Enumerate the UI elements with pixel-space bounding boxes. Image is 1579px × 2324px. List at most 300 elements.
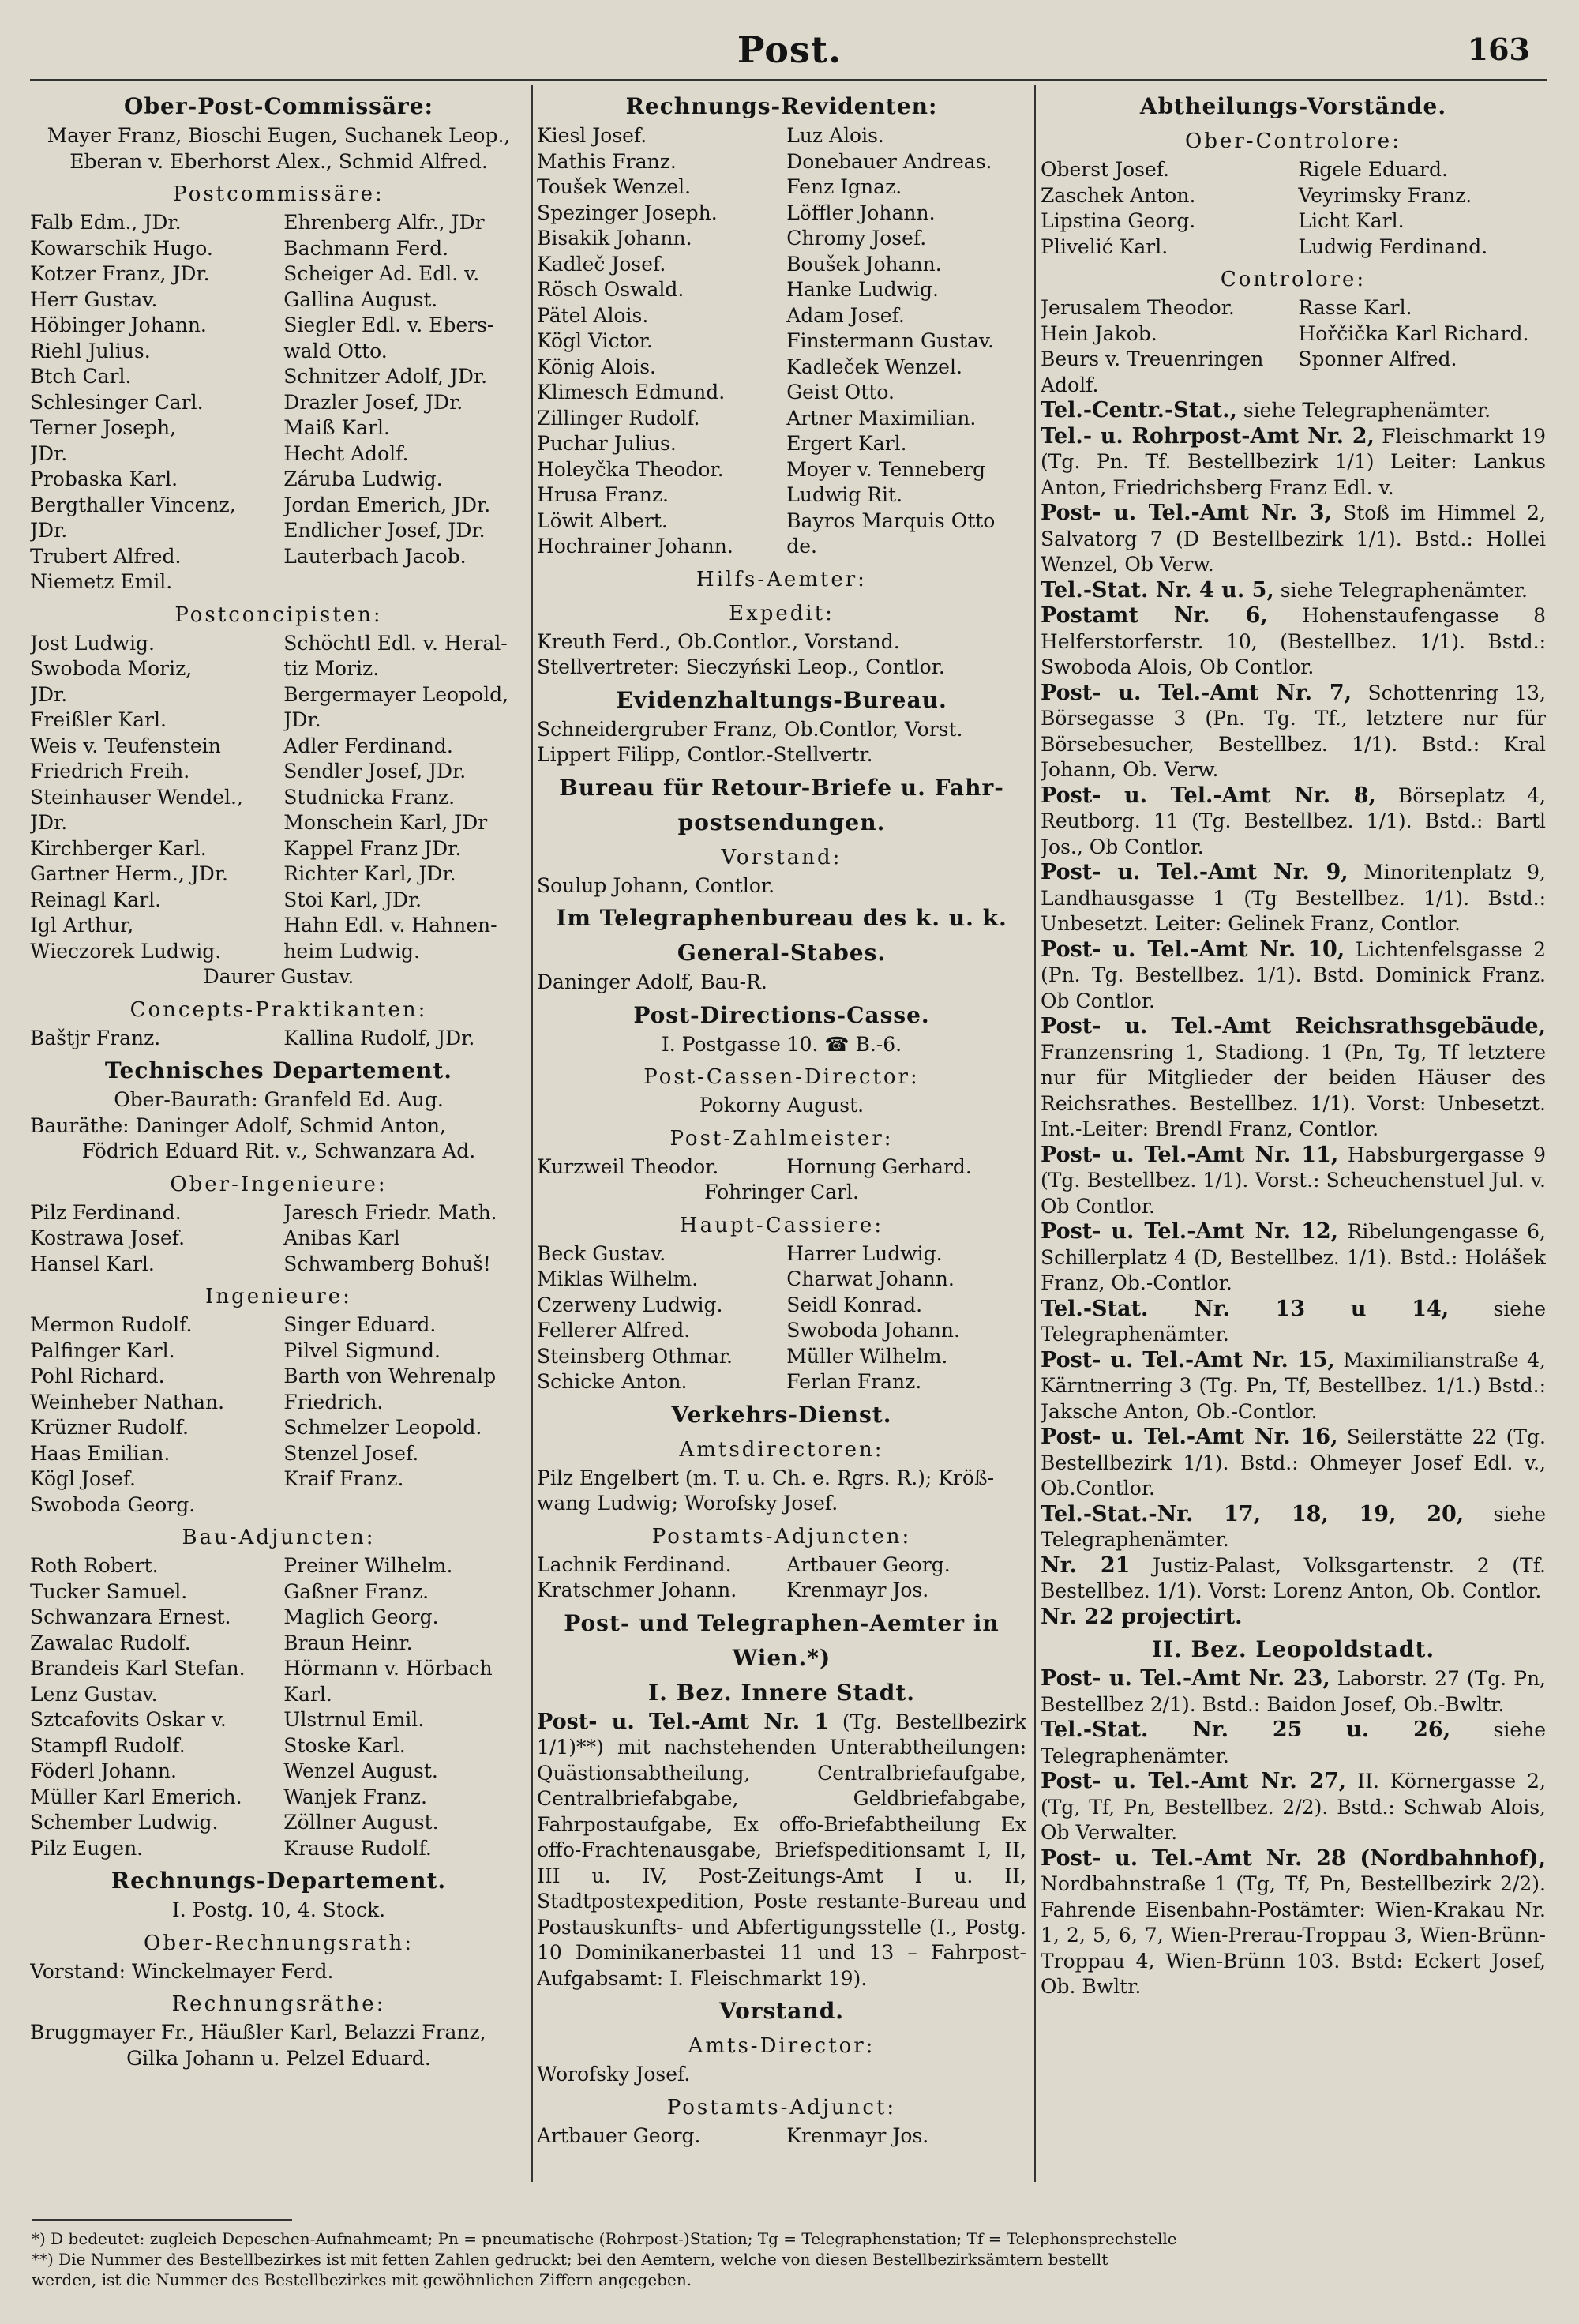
name-left: Sztcafovits Oskar v. — [30, 1708, 227, 1731]
column-right — [1041, 87, 1546, 2000]
name-row — [537, 534, 1026, 560]
subsection-heading: Amtsdirectoren: — [679, 1437, 884, 1462]
name-row — [30, 287, 527, 313]
name-left: Palfinger Karl. — [30, 1338, 175, 1362]
name-right: Jaresch Friedr. Math. — [283, 1200, 497, 1224]
text-line: Vorstand: Winckelmayer Ferd. — [30, 1959, 334, 1983]
name-row — [30, 1707, 527, 1733]
name-row — [537, 252, 1026, 278]
name-left: Bergthaller Vincenz, — [30, 493, 236, 516]
office-details: Fleischmarkt 19 (Tg. Pn. Tf. Bestellbezirk 1/1) Leiter: Lankus Anton, Friedrichsberg Franz Edl. v. — [1041, 424, 1546, 499]
name-left: Jost Ludwig. — [30, 631, 155, 655]
subsection-heading: Ober-Controlore: — [1185, 130, 1401, 153]
office-entry — [1041, 1502, 1546, 1553]
name-right: Záruba Ludwig. — [283, 467, 443, 490]
name-left: Baštjr Franz. — [30, 1026, 161, 1049]
name-right: Schnitzer Adolf, JDr. — [283, 365, 488, 388]
name-row — [30, 1733, 527, 1759]
office-entry — [1041, 1769, 1546, 1846]
name-right: Bergermayer Leopold, — [283, 682, 509, 706]
name-left: Hansel Karl. — [30, 1252, 155, 1275]
office-name: Post- u. Tel.-Amt Nr. 15, — [1041, 1347, 1335, 1372]
name-row — [30, 210, 527, 236]
office-entry — [1041, 783, 1546, 861]
office-name: Nr. 21 — [1041, 1552, 1131, 1578]
office-details: Maximilianstraße 4, Kärntnerring 3 (Tg. Pn, Tf, Bestellbez. 1/1.) Bstd.: Jaksche Anton, Ob.-Contlor. — [1041, 1348, 1546, 1423]
section-heading: Post- und Telegraphen-Aemter in — [564, 1609, 1000, 1636]
name-row — [30, 862, 527, 888]
name-row — [30, 261, 527, 287]
name-left: Artbauer Georg. — [537, 2123, 701, 2147]
office-details: Börseplatz 4, Reutborg. 11 (Tg. Bestellbez. 1/1). Bstd.: Bartl Jos., Ob Contlor. — [1041, 783, 1546, 858]
name-right: Stoi Karl, JDr. — [283, 888, 422, 911]
office-details: Nordbahnstraße 1 (Tg, Tf, Pn, Bestellbezirk 2/2). Fahrende Eisenbahn-Postämter: Wien-Krakau Nr. 1, 2, 5, 6, 7, Wien-Prerau-Troppau 3, Wien-Brünn-Troppau 4, Wien-Brünn 103. Bstd: Eckert Josef, Ob. Bwltr. — [1041, 1872, 1546, 1998]
name-left: Pilz Ferdinand. — [30, 1200, 182, 1224]
name-row — [30, 1466, 527, 1492]
name-row — [1041, 235, 1546, 261]
name-left: Trubert Alfred. — [30, 544, 182, 568]
footnote-3: werden, ist die Nummer des Bestellbezirkes mit gewöhnlichen Ziffern angegeben. — [32, 2270, 692, 2289]
office-details: Justiz-Palast, Volksgartenstr. 2 (Tf. Bestellbez. 1/1). Vorst: Lorenz Anton, Ob. Contlor. — [1041, 1553, 1546, 1602]
name-left: Probaska Karl. — [30, 467, 178, 490]
name-row — [30, 569, 527, 595]
name-right: Hořčička Karl Richard. — [1298, 321, 1529, 345]
name-right: de. — [786, 535, 817, 558]
name-right: Wenzel August. — [283, 1759, 438, 1782]
section-heading: Rechnungs-Revidenten: — [625, 93, 938, 119]
name-row — [537, 482, 1026, 509]
name-right: Moyer v. Tenneberg — [786, 457, 985, 481]
name-left: Kadleč Josef. — [537, 252, 666, 276]
name-left: JDr. — [30, 519, 68, 542]
name-right: Ferlan Franz. — [786, 1370, 922, 1393]
name-row — [1041, 347, 1546, 373]
subsection-heading: Hilfs-Aemter: — [696, 567, 867, 591]
name-row — [537, 1552, 1026, 1579]
name-left: Kratschmer Johann. — [537, 1579, 737, 1601]
name-row — [30, 913, 527, 939]
name-left: Müller Karl Emerich. — [30, 1785, 242, 1808]
office-name: Postamt Nr. 6, — [1041, 603, 1268, 628]
name-row — [30, 1785, 527, 1811]
name-right: Ludwig Rit. — [786, 483, 903, 506]
name-right: Gallina August. — [283, 287, 438, 311]
subsection-heading: Post-Cassen-Director: — [643, 1065, 920, 1089]
section-heading: Bureau für Retour-Briefe u. Fahr- — [559, 774, 1004, 801]
name-row — [30, 708, 527, 734]
text-line: Pilz Engelbert (m. T. u. Ch. e. Rgrs. R.); Kröß- — [537, 1466, 995, 1489]
office-name: Post- u. Tel.-Amt Reichsrathsgebäude, — [1041, 1014, 1546, 1038]
name-row — [537, 1293, 1026, 1319]
footnote-2: **) Die Nummer des Bestellbezirkes ist mit fetten Zahlen gedruckt; bei den Aemtern, welche von diesen Bestellbezirksämtern bestellt — [32, 2250, 1108, 2269]
name-row — [30, 1026, 527, 1052]
name-row — [537, 201, 1026, 227]
name-left: Mathis Franz. — [537, 149, 677, 173]
text-line: Bruggmayer Fr., Häußler Karl, Belazzi Franz, — [30, 2021, 486, 2044]
subsection-heading: Postamts-Adjuncten: — [651, 1524, 912, 1549]
name-right: Donebauer Andreas. — [786, 149, 992, 173]
name-row — [30, 939, 527, 965]
name-right: Pilvel Sigmund. — [283, 1338, 441, 1362]
subsection-heading: Expedit: — [729, 601, 835, 625]
text-line: Eberan v. Eberhorst Alex., Schmid Alfred. — [69, 149, 488, 173]
name-row — [30, 236, 527, 262]
name-row — [537, 329, 1026, 355]
name-left: Schlesinger Carl. — [30, 390, 204, 414]
name-row — [30, 1656, 527, 1682]
name-right: Seidl Konrad. — [786, 1293, 923, 1316]
name-left: Lachnik Ferdinand. — [537, 1552, 732, 1576]
office-details: siehe Telegraphenämter. — [1041, 1502, 1546, 1551]
name-left: Krüzner Rudolf. — [30, 1416, 189, 1439]
office-entry — [1041, 681, 1546, 783]
name-row — [1041, 183, 1546, 209]
name-left: Friedrich Freih. — [30, 760, 190, 783]
name-left: Schicke Anton. — [537, 1370, 688, 1393]
name-left: Reinagl Karl. — [30, 888, 162, 911]
name-right: tiz Moriz. — [283, 657, 380, 680]
name-right: Krause Rudolf. — [283, 1836, 432, 1860]
name-left: Beurs v. Treuenringen — [1041, 347, 1264, 370]
name-row — [30, 631, 527, 657]
section-heading: Evidenzhaltungs-Bureau. — [616, 686, 947, 713]
office-entry — [1041, 1425, 1546, 1502]
name-left: Kotzer Franz, JDr. — [30, 262, 210, 285]
office-entry — [1041, 1846, 1546, 2000]
office-name: Tel.-Centr.-Stat., — [1041, 398, 1237, 422]
name-row — [30, 1759, 527, 1785]
office-name: Tel.-Stat. Nr. 4 u. 5, — [1041, 577, 1274, 603]
name-right: Schwamberg Bohuš! — [283, 1252, 491, 1275]
office-entry — [1041, 1348, 1546, 1425]
name-row — [30, 734, 527, 760]
name-right: heim Ludwig. — [283, 939, 420, 963]
name-right: Ehrenberg Alfr., JDr — [283, 211, 485, 234]
name-row — [30, 1415, 527, 1441]
text-line: Schneidergruber Franz, Ob.Contlor, Vorst. — [537, 717, 963, 741]
text-line: Pokorny August. — [699, 1094, 865, 1117]
name-row — [30, 467, 527, 493]
name-right: Maglich Georg. — [283, 1605, 439, 1628]
name-right: Charwat Johann. — [786, 1267, 955, 1290]
name-row — [537, 123, 1026, 149]
office-name: Post- u. Tel.-Amt Nr. 3, — [1041, 501, 1332, 525]
name-row — [30, 544, 527, 570]
name-left: Kirchberger Karl. — [30, 836, 207, 860]
name-right: Maiß Karl. — [283, 416, 390, 439]
name-left: Jerusalem Theodor. — [1041, 296, 1235, 319]
name-right: Adler Ferdinand. — [283, 734, 453, 757]
name-row — [30, 1836, 527, 1862]
name-row — [1041, 208, 1546, 235]
text-line: I. Postgasse 10. ☎ B.-6. — [661, 1032, 902, 1056]
office-details: Hohenstaufengasse 8 Helferstorferstr. 10, (Bestellbez. 1/1). Bstd.: Swoboda Alois, Ob Contlor. — [1041, 604, 1546, 678]
name-left: Wieczorek Ludwig. — [30, 939, 222, 963]
name-row — [30, 1364, 527, 1390]
name-right: Lauterbach Jacob. — [283, 544, 467, 568]
name-row — [537, 431, 1026, 457]
column-middle — [537, 87, 1026, 2149]
name-row — [537, 2123, 1026, 2149]
name-row — [30, 1441, 527, 1467]
office-entry — [1041, 501, 1546, 578]
name-row — [30, 682, 527, 708]
name-row — [30, 1338, 527, 1365]
name-row — [1041, 295, 1546, 321]
name-left: Stampfl Rudolf. — [30, 1733, 186, 1757]
office-name: Post- u. Tel.-Amt Nr. 9, — [1041, 860, 1348, 884]
name-row — [30, 1810, 527, 1836]
name-left: Zawalac Rudolf. — [30, 1631, 191, 1654]
name-row — [537, 355, 1026, 381]
office-details: Minoritenplatz 9, Landhausgasse 1 (Tg Bestellbez. 1/1). Bstd.: Unbesetzt. Leiter: Gelinek Franz, Contlor. — [1041, 861, 1546, 935]
name-right: Rigele Eduard. — [1298, 158, 1448, 181]
name-right: Sponner Alfred. — [1298, 347, 1457, 370]
name-left: Hochrainer Johann. — [537, 535, 733, 558]
name-left: Falb Edm., JDr. — [30, 211, 182, 234]
office-entry — [1041, 1297, 1546, 1348]
name-left: Btch Carl. — [30, 365, 132, 388]
name-row — [537, 1267, 1026, 1293]
office-name: Post- u. Tel.-Amt Nr. 12, — [1041, 1219, 1339, 1244]
name-right: Schöchtl Edl. v. Heral- — [283, 631, 508, 655]
office-details: Lichtenfelsgasse 2 (Pn. Tg. Bestellbez. 1/1). Bstd. Dominick Franz. Ob Contlor. — [1041, 937, 1546, 1012]
section-heading: Wien.*) — [732, 1644, 831, 1671]
name-row — [537, 277, 1026, 303]
name-left: Igl Arthur, — [30, 914, 134, 937]
name-left: Herr Gustav. — [30, 287, 158, 311]
name-row — [30, 836, 527, 862]
column-left — [30, 87, 527, 2071]
name-row — [30, 1605, 527, 1631]
name-right: Fenz Ignaz. — [786, 175, 902, 198]
name-left: Klimesch Edmund. — [537, 381, 726, 404]
name-left: Oberst Josef. — [1041, 158, 1170, 181]
office-entry — [537, 1710, 1026, 1992]
name-row — [537, 1318, 1026, 1344]
name-row — [30, 339, 527, 365]
name-left: Schember Ludwig. — [30, 1811, 219, 1834]
name-left: Lenz Gustav. — [30, 1682, 158, 1706]
text-line: Lippert Filipp, Contlor.-Stellvertr. — [537, 743, 873, 766]
name-right: Kappel Franz JDr. — [283, 836, 462, 860]
name-right: wald Otto. — [283, 339, 388, 362]
name-right: Kallina Rudolf, JDr. — [283, 1026, 475, 1049]
name-right — [283, 569, 527, 595]
name-left: Miklas Wilhelm. — [537, 1267, 699, 1290]
name-row — [537, 303, 1026, 329]
text-line: I. Postg. 10, 4. Stock. — [171, 1898, 386, 1921]
section-heading: Im Telegraphenbureau des k. u. k. — [556, 905, 1007, 931]
name-right: JDr. — [283, 708, 321, 731]
name-right: Swoboda Johann. — [786, 1319, 960, 1342]
name-left: Kögl Victor. — [537, 329, 653, 352]
office-entry — [1041, 578, 1546, 604]
section-heading: General-Stabes. — [677, 940, 887, 966]
office-details: siehe Telegraphenämter. — [1041, 1297, 1546, 1346]
name-row — [537, 457, 1026, 483]
name-right: Endlicher Josef, JDr. — [283, 519, 486, 542]
name-right: Hornung Gerhard. — [786, 1154, 972, 1178]
name-right: Stoske Karl. — [283, 1733, 406, 1757]
text-line: Stellvertreter: Sieczyński Leop., Contlor. — [537, 655, 945, 678]
name-left: Brandeis Karl Stefan. — [30, 1657, 246, 1680]
name-row — [30, 810, 527, 836]
name-left: Plivelić Karl. — [1041, 235, 1168, 258]
name-row — [537, 175, 1026, 201]
name-left: Haas Emilian. — [30, 1441, 171, 1465]
name-left: Weinheber Nathan. — [30, 1390, 225, 1414]
subsection-heading: Postcommissäre: — [173, 182, 384, 206]
name-left: Kiesl Josef. — [537, 124, 647, 147]
name-left: JDr. — [30, 682, 68, 706]
name-right: Schmelzer Leopold. — [283, 1416, 482, 1439]
name-left: Riehl Julius. — [30, 339, 151, 362]
office-name: Post- u. Tel.-Amt Nr. 27, — [1041, 1769, 1347, 1793]
name-right: Chromy Josef. — [786, 227, 927, 250]
name-row — [30, 785, 527, 811]
name-left: Pohl Richard. — [30, 1365, 165, 1387]
name-left: Zaschek Anton. — [1041, 183, 1196, 207]
office-entry — [1041, 860, 1546, 937]
name-row — [30, 656, 527, 682]
name-right: Karl. — [283, 1682, 332, 1706]
name-left: Schwanzara Ernest. — [30, 1605, 231, 1628]
name-left: Zillinger Rudolf. — [537, 406, 700, 430]
name-left: Hrusa Franz. — [537, 483, 669, 506]
name-left: König Alois. — [537, 355, 656, 378]
text-line: Daninger Adolf, Bau-R. — [537, 971, 767, 993]
subsection-heading: Bau-Adjuncten: — [182, 1526, 376, 1549]
name-left: Föderl Johann. — [30, 1759, 177, 1782]
name-right: Artbauer Georg. — [786, 1552, 951, 1576]
office-name: Post- u. Tel.-Amt Nr. 28 (Nordbahnhof), — [1041, 1845, 1546, 1871]
section-heading: I. Bez. Innere Stadt. — [648, 1679, 915, 1706]
name-right: Sendler Josef, JDr. — [283, 760, 467, 783]
name-right: Ulstrnul Emil. — [283, 1708, 425, 1731]
office-details: Franzensring 1, Stadiong. 1 (Pn, Tg, Tf letztere nur für Mitglieder der beiden Häuser des Reichsrathes. Bestellbez. 1/1). Vorst: Unbesetzt. Int.-Leiter: Brendl Franz, Contlor. — [1041, 1040, 1546, 1140]
name-left: Fellerer Alfred. — [537, 1319, 691, 1342]
name-row — [30, 1553, 527, 1579]
text-line: Fohringer Carl. — [704, 1181, 859, 1203]
text-line: Soulup Johann, Contlor. — [537, 873, 775, 897]
text-line: Worofsky Josef. — [537, 2063, 691, 2086]
office-name: Tel.-Stat. Nr. 13 u 14, — [1041, 1296, 1450, 1321]
name-row — [537, 1578, 1026, 1604]
name-row — [30, 1390, 527, 1416]
name-right: Singer Eduard. — [283, 1313, 437, 1336]
office-details: siehe Telegraphenämter. — [1273, 578, 1528, 602]
name-row — [30, 313, 527, 339]
name-left: Puchar Julius. — [537, 432, 677, 455]
subsection-heading: Ober-Rechnungsrath: — [144, 1931, 414, 1955]
name-row — [537, 1369, 1026, 1395]
header-rule — [30, 79, 1547, 81]
text-line: Daurer Gustav. — [203, 965, 354, 988]
name-left: Tucker Samuel. — [30, 1579, 188, 1603]
column-divider-left — [531, 85, 533, 2182]
text-line: Födrich Eduard Rit. v., Schwanzara Ad. — [81, 1139, 476, 1162]
name-right: Krenmayr Jos. — [786, 1579, 929, 1601]
name-row — [30, 441, 527, 467]
text-line: Ober-Baurath: Granfeld Ed. Aug. — [114, 1088, 444, 1111]
name-right: Adam Josef. — [786, 303, 905, 327]
name-left: Weis v. Teufenstein — [30, 734, 221, 757]
name-right — [283, 1492, 527, 1519]
name-left: Freißler Karl. — [30, 708, 167, 731]
office-name: Post- u. Tel.-Amt Nr. 11, — [1041, 1142, 1339, 1167]
text-line: Gilka Johann u. Pelzel Eduard. — [126, 2046, 431, 2070]
name-right: Artner Maximilian. — [786, 406, 977, 430]
section-heading: Ober-Post-Commissäre: — [124, 93, 433, 119]
section-heading: Rechnungs-Departement. — [111, 1868, 447, 1894]
subsection-heading: Postamts-Adjunct: — [666, 2095, 897, 2119]
office-details: siehe Telegraphenämter. — [1236, 399, 1491, 422]
name-right: Siegler Edl. v. Ebers- — [283, 313, 494, 336]
name-right: Jordan Emerich, JDr. — [283, 493, 491, 516]
name-left: Kurzweil Theodor. — [537, 1154, 719, 1178]
name-row — [30, 1579, 527, 1605]
subsection-heading: Vorstand: — [721, 845, 842, 869]
office-name: Tel.-Stat. Nr. 25 u. 26, — [1041, 1718, 1451, 1742]
office-details: Stoß im Himmel 2, Salvatorg 7 (D Bestellbezirk 1/1). Bstd.: Hollei Wenzel, Ob Verw. — [1041, 501, 1546, 576]
footnote-rule — [32, 2219, 292, 2221]
name-right: Bayros Marquis Otto — [786, 509, 996, 532]
office-entry — [1041, 1014, 1546, 1143]
page-number: 163 — [1467, 32, 1530, 67]
office-name: Tel.- u. Rohrpost-Amt Nr. 2, — [1041, 423, 1375, 449]
name-left: Pilz Eugen. — [30, 1836, 144, 1860]
text-line: Adolf. — [1041, 373, 1099, 396]
office-details: Ribelungengasse 6, Schillerplatz 4 (D, Bestellbez. 1/1). Bstd.: Holášek Franz, Ob.-Contlor. — [1041, 1220, 1546, 1294]
name-right: Kraif Franz. — [283, 1467, 404, 1490]
name-right: Bachmann Ferd. — [283, 236, 449, 260]
office-name: Post- u. Tel.-Amt Nr. 16, — [1041, 1425, 1338, 1449]
name-row — [30, 518, 527, 544]
name-left: Gartner Herm., JDr. — [30, 862, 228, 885]
name-row — [1041, 321, 1546, 347]
name-left: Löwit Albert. — [537, 509, 668, 532]
name-right: Hecht Adolf. — [283, 441, 409, 465]
subsection-heading: Amts-Director: — [688, 2034, 876, 2058]
subsection-heading: Postconcipisten: — [174, 603, 383, 627]
office-details: Habsburgergasse 9 (Tg. Bestellbez. 1/1). Vorst.: Scheuchenstuel Jul. v. Ob Contlor. — [1041, 1143, 1546, 1218]
name-left: Steinhauser Wendel., — [30, 785, 243, 809]
name-left: Hein Jakob. — [1041, 321, 1157, 345]
office-entry — [1041, 424, 1546, 501]
name-left: Höbinger Johann. — [30, 313, 207, 336]
name-right: Harrer Ludwig. — [786, 1241, 943, 1265]
name-right: Barth von Wehrenalp — [283, 1365, 497, 1387]
section-heading: postsendungen. — [677, 809, 886, 835]
office-name: Post- u. Tel.-Amt Nr. 7, — [1041, 680, 1352, 705]
name-right: Ergert Karl. — [786, 432, 907, 455]
footnote-1: *) D bedeutet: zugleich Depeschen-Aufnahmeamt; Pn = pneumatische (Rohrpost-)Station; Tg = Telegraphenstation; Tf = Telephonsprechstelle — [32, 2229, 1177, 2248]
name-right: Geist Otto. — [786, 381, 895, 404]
name-row — [537, 380, 1026, 406]
name-right: Rasse Karl. — [1298, 296, 1412, 319]
subsection-heading: Haupt-Cassiere: — [679, 1213, 884, 1237]
name-row — [537, 1344, 1026, 1370]
name-row — [30, 1631, 527, 1657]
name-right: Boušek Johann. — [786, 252, 942, 276]
name-left: Holeyčka Theodor. — [537, 457, 724, 481]
name-left: Pätel Alois. — [537, 303, 649, 327]
office-details: Schottenring 13, Börsegasse 3 (Pn. Tg. Tf., letztere nur für Börsebesucher, Bestellbez. 1/1). Bstd.: Kral Johann, Ob. Verw. — [1041, 681, 1546, 781]
name-right: Müller Wilhelm. — [786, 1344, 948, 1368]
name-right: Hörmann v. Hörbach — [283, 1657, 493, 1680]
name-left: Kostrawa Josef. — [30, 1226, 186, 1249]
